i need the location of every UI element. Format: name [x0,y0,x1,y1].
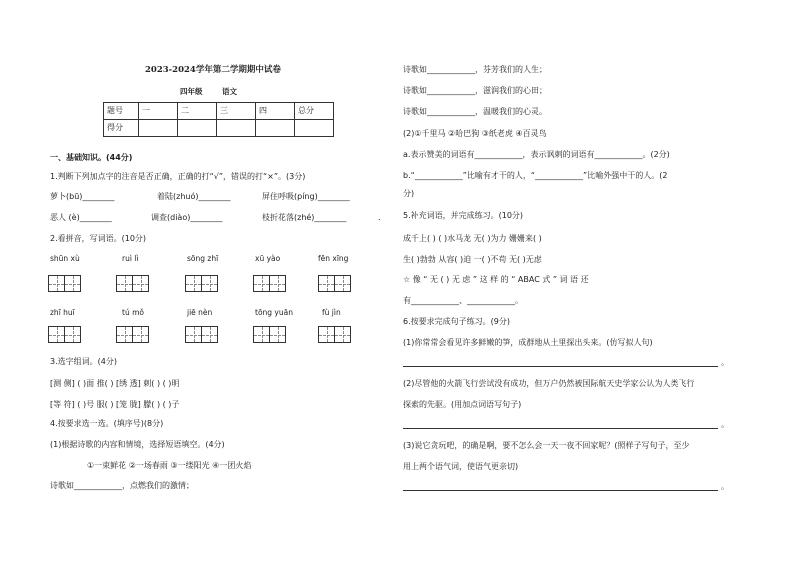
pinyin-label: fēn xīng [318,254,349,263]
question-5: 5.补充词语，并完成练习。(10分) [403,211,524,220]
question-6-3: (3)说它贪玩吧，的确是啊，要不怎么会一天一夜不回家呢？(照样子写句子，至少 [403,441,690,450]
tianzige-box[interactable] [116,326,148,343]
question-4-2: (2)①千里马 ②哈巴狗 ③纸老虎 ④百灵鸟 [403,129,547,138]
score-cell[interactable] [217,120,256,137]
question-6-2-cont: 探索的先驱。(用加点词语写句子) [403,400,522,409]
answer-line[interactable] [403,366,718,367]
score-table-header-row [104,103,334,120]
question-6-3-cont: 用上两个语气词，使语气更亲切) [403,462,519,471]
q4-fill-line[interactable]: 诗歌如____________，芬芳我们的人生； [403,65,547,74]
score-table-score-row [104,120,334,137]
score-cell[interactable] [256,120,295,137]
q1-item[interactable]: 着陆(zhuó)________ [157,192,231,201]
q4-fill-line[interactable]: 诗歌如____________，温暖我们的心灵。 [403,107,547,116]
pinyin-label: zhī huī [50,308,75,317]
score-cell[interactable] [139,120,178,137]
pinyin-label: shūn xù [50,254,80,263]
score-cell[interactable] [178,120,217,137]
table-cell: 总分 [295,103,334,120]
q4-fill-line[interactable]: 诗歌如____________，滋润我们的心田； [403,86,547,95]
q5-row[interactable]: 有____________、____________。 [403,296,523,305]
q3-row[interactable]: [等 符] ( )号 服( ) [笼 胧] 朦( ) ( )子 [50,400,180,409]
tianzige-box[interactable] [253,326,285,343]
answer-line[interactable] [403,490,718,491]
subject-label: 语文 [222,87,237,96]
q3-row[interactable]: [测 侧] ( )面 推( ) [绣 透] 刺( ) ( )明 [50,379,180,388]
q5-row[interactable]: 成千上( ) ( )水马龙 无( )为力 姗姗来( ) [403,234,542,243]
question-4: 4.按要求选一选。(填序号)(8分) [50,419,164,428]
tianzige-box[interactable] [318,275,350,292]
pinyin-label: jiē nèn [187,308,213,317]
tianzige-box[interactable] [116,275,148,292]
pinyin-label: tú mǒ [122,308,144,317]
q4-b-cont: 分) [403,189,415,198]
line-period: 。 [721,358,729,367]
q5-row[interactable]: 生( )勃勃 从容( )迫 一( )不苟 无( )无虑 [403,255,542,264]
q1-item[interactable]: 调查(diào)________ [151,213,223,222]
question-3: 3.选字组词。(4分) [50,357,117,366]
line-period: 。 [721,482,729,491]
score-cell[interactable] [295,120,334,137]
table-cell: 三 [217,103,256,120]
table-cell: 题号 [104,103,139,120]
tianzige-box[interactable] [48,275,80,292]
pinyin-label: tōng yuān [255,308,293,317]
pinyin-label: sōng zhī [187,254,219,263]
table-cell: 四 [256,103,295,120]
table-cell: 一 [139,103,178,120]
answer-line[interactable] [403,428,718,429]
tianzige-box[interactable] [253,275,285,292]
tianzige-box[interactable] [185,326,217,343]
q1-item[interactable]: 枝折花落(zhé)________ [262,213,347,222]
question-1: 1.判断下列加点字的注音是否正确，正确的打“√”，错误的打“×”。(3分) [50,172,306,181]
table-cell: 得分 [104,120,139,137]
section-basic-knowledge: 一、基础知识。(44分) [50,153,133,162]
q4-options: ①一束鲜花 ②一场春雨 ③一缕阳光 ④一团火焰 [87,461,252,470]
q1-period: . [378,213,381,222]
question-6: 6.按要求完成句子练习。(9分) [403,317,510,326]
tianzige-box[interactable] [185,275,217,292]
tianzige-box[interactable] [48,326,80,343]
q1-item[interactable]: 恶人 (è)________ [50,213,112,222]
tianzige-box[interactable] [318,326,350,343]
question-4-1: (1)根据诗歌的内容和情境，选择短语填空。(4分) [50,440,225,449]
q4-a[interactable]: a.表示赞美的词语有____________，表示讽刺的词语有____________。(2分) [403,150,670,159]
pinyin-label: fù jìn [322,308,341,317]
question-6-1: (1)你常常会看见许多鲜嫩的笋，成群地从土里探出头来。(仿写拟人句) [403,338,653,347]
q4-b[interactable]: b.“____________”比喻有才干的人，“____________”比喻外强中干的人。(2 [403,171,668,180]
q5-row[interactable]: ☆ 像 “ 无 ( ) 无 虑 ” 这 样 的 “ ABAC 式 ” 词 语 还 [403,275,589,284]
exam-title: 2023-2024学年第二学期期中试卷 [145,65,281,75]
question-2: 2.看拼音，写词语。(10分) [50,234,147,243]
grade-label: 四年级 [180,87,203,96]
q1-item[interactable]: 萝卜(bū)________ [50,192,115,201]
pinyin-label: ruì lì [122,254,139,263]
question-6-2: (2)尽管他的火箭飞行尝试没有成功，但万户仍然被国际航天史学家公认为人类飞行 [403,379,695,388]
line-period: 。 [721,420,729,429]
q1-item[interactable]: 屏住呼吸(píng)________ [262,192,350,201]
table-cell: 二 [178,103,217,120]
score-table [103,102,334,137]
pinyin-label: xū yào [255,254,281,263]
q4-fill-line[interactable]: 诗歌如____________，点燃我们的激情； [50,481,194,490]
